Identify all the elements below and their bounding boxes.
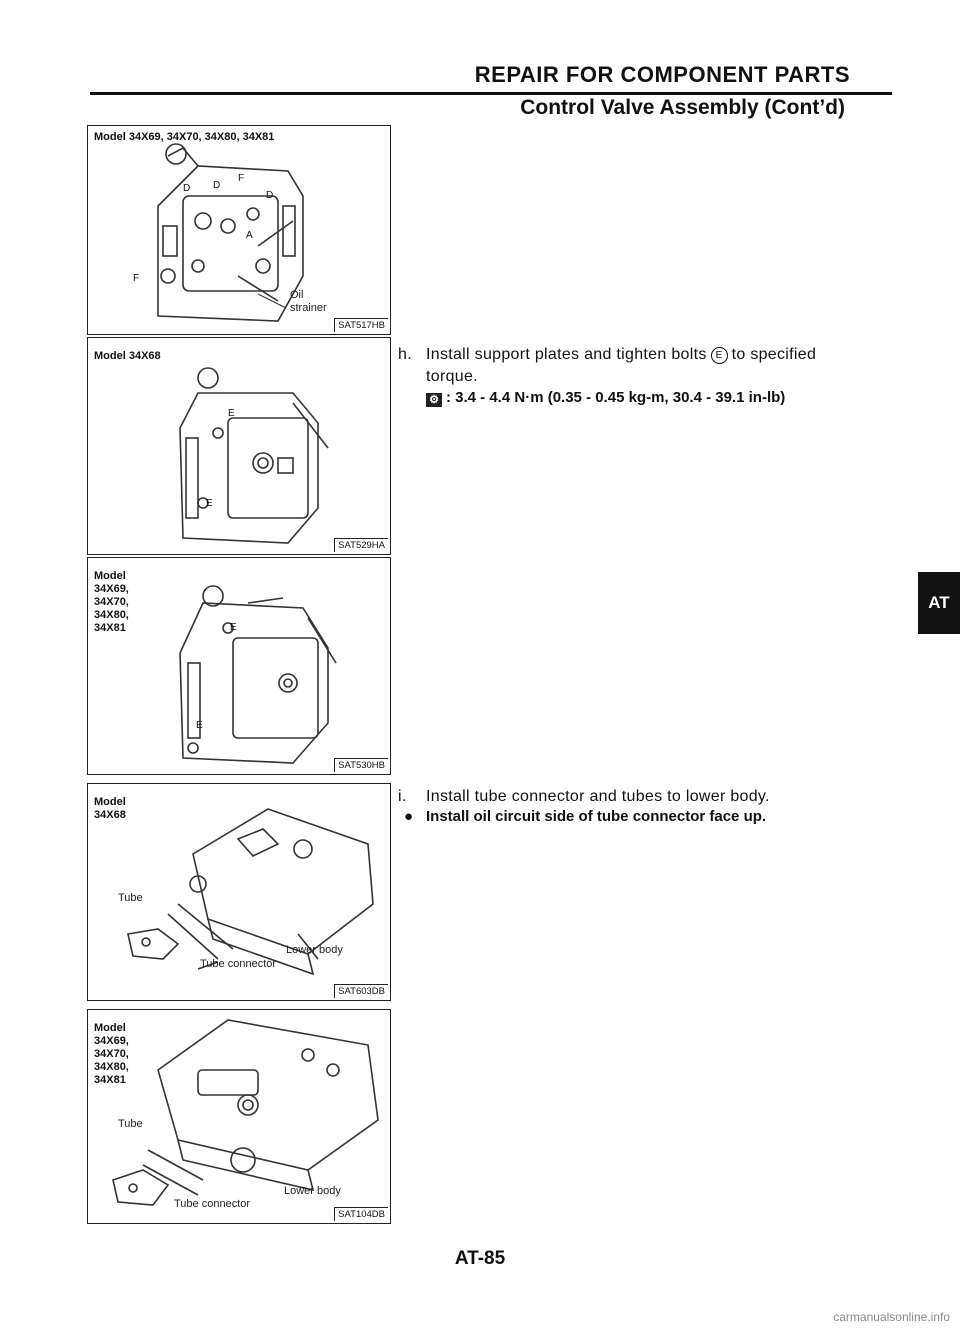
svg-text:E: E bbox=[206, 498, 213, 509]
torque-spec bbox=[426, 389, 785, 407]
bullet-dot-icon: ● bbox=[404, 808, 414, 825]
watermark: carmanualsonline.info bbox=[833, 1310, 950, 1324]
svg-text:D: D bbox=[213, 180, 221, 191]
torque-spec-text: : 3.4 - 4.4 N·m (0.35 - 0.45 kg-m, 30.4 - 39.1 in-lb) bbox=[446, 389, 786, 406]
callout-lower-body: Lower body bbox=[286, 944, 343, 956]
model-label: Model 34X68 bbox=[94, 796, 126, 821]
callout-strainer: strainer bbox=[290, 302, 327, 314]
bullet-text: Install oil circuit side of tube connector face up. bbox=[426, 808, 767, 825]
step-text: Install support plates and tighten bolts bbox=[426, 346, 707, 363]
step-h bbox=[398, 344, 898, 365]
step-i-bullet bbox=[404, 808, 766, 825]
figure-code: SAT530HB bbox=[334, 758, 388, 772]
page-subtitle: Control Valve Assembly (Cont’d) bbox=[520, 96, 845, 119]
svg-text:E: E bbox=[230, 622, 237, 633]
figure-code: SAT603DB bbox=[334, 984, 388, 998]
callout-tube-connector: Tube connector bbox=[174, 1198, 251, 1210]
figure-sat530hb bbox=[87, 557, 391, 775]
svg-text:E: E bbox=[196, 720, 203, 731]
callout-lower-body: Lower body bbox=[284, 1185, 341, 1197]
figure-code: SAT529HA bbox=[334, 538, 388, 552]
page-title: REPAIR FOR COMPONENT PARTS bbox=[474, 62, 850, 87]
step-text: torque. bbox=[426, 368, 478, 385]
valve-body-illustration bbox=[88, 558, 390, 774]
svg-text:D: D bbox=[266, 190, 274, 201]
callout-tube: Tube bbox=[118, 1118, 143, 1130]
svg-text:A: A bbox=[246, 230, 253, 241]
valve-body-illustration bbox=[88, 126, 390, 334]
svg-text:F: F bbox=[238, 173, 245, 184]
model-label: Model 34X69, 34X70, 34X80, 34X81 bbox=[94, 570, 129, 634]
figure-sat104db bbox=[87, 1009, 391, 1224]
model-label: Model 34X68 bbox=[94, 350, 161, 362]
step-prefix: i. bbox=[398, 788, 407, 805]
section-tab: AT bbox=[918, 572, 960, 634]
valve-body-illustration bbox=[88, 338, 390, 554]
svg-text:E: E bbox=[228, 408, 235, 419]
tube-connector-illustration bbox=[88, 1010, 390, 1223]
torque-wrench-icon: ⚙ bbox=[426, 393, 442, 407]
model-label: Model 34X69, 34X70, 34X80, 34X81 bbox=[94, 1022, 129, 1086]
callout-tube: Tube bbox=[118, 892, 143, 904]
callout-oil: Oil bbox=[290, 289, 304, 301]
step-text: to specified bbox=[731, 346, 817, 363]
step-prefix: h. bbox=[398, 346, 412, 363]
header-rule bbox=[90, 92, 892, 95]
svg-text:F: F bbox=[133, 273, 140, 284]
svg-text:D: D bbox=[183, 183, 191, 194]
step-text: Install tube connector and tubes to lower body. bbox=[426, 788, 770, 805]
page-number: AT-85 bbox=[454, 1248, 506, 1269]
bolt-e-symbol: E bbox=[711, 347, 728, 364]
step-h-line2 bbox=[426, 366, 478, 387]
step-i bbox=[398, 786, 770, 807]
figure-sat517hb bbox=[87, 125, 391, 335]
figure-code: SAT517HB bbox=[334, 318, 388, 332]
figure-sat529ha bbox=[87, 337, 391, 555]
figure-sat603db bbox=[87, 783, 391, 1001]
figure-code: SAT104DB bbox=[334, 1207, 388, 1221]
callout-tube-connector: Tube connector bbox=[200, 958, 277, 970]
model-label: Model 34X69, 34X70, 34X80, 34X81 bbox=[94, 131, 275, 143]
